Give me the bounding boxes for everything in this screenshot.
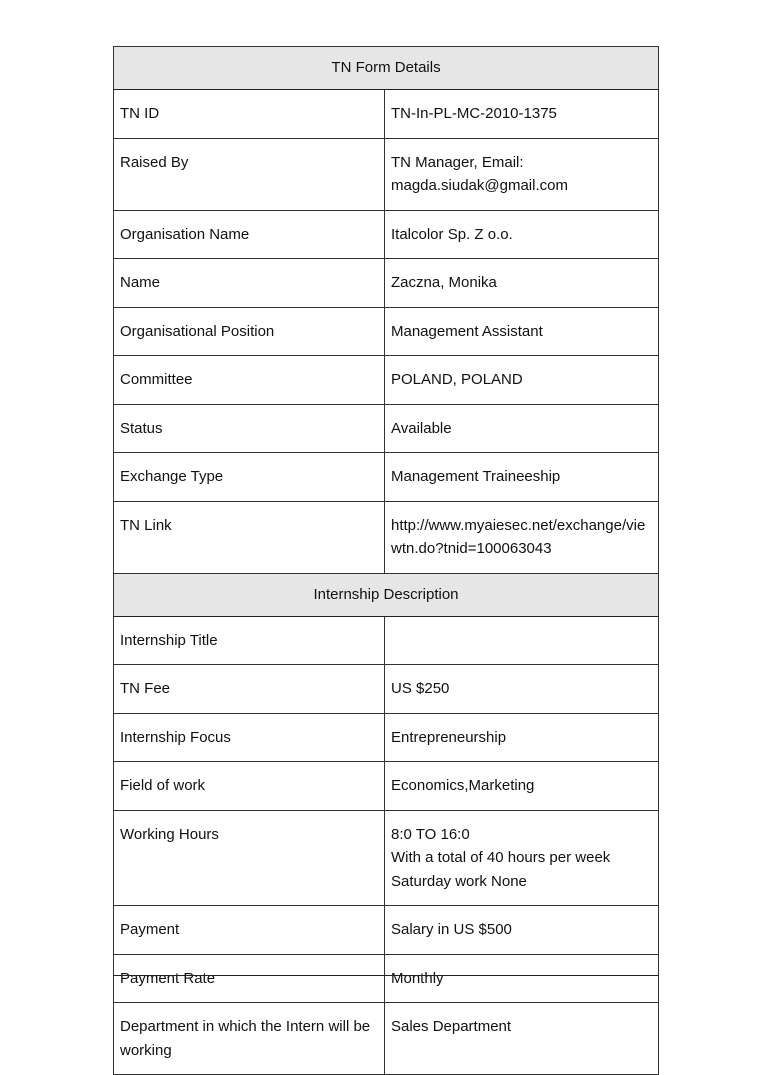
field-value bbox=[385, 356, 659, 405]
field-label: Working Hours bbox=[114, 810, 385, 906]
table-row bbox=[114, 713, 659, 762]
field-label: Internship Focus bbox=[114, 713, 385, 762]
field-value bbox=[385, 307, 659, 356]
section-title: TN Form Details bbox=[114, 47, 659, 90]
field-value bbox=[385, 713, 659, 762]
table-row bbox=[114, 404, 659, 453]
section-header-row bbox=[114, 573, 659, 616]
field-value-line: Management Assistant bbox=[391, 322, 543, 340]
table-row bbox=[114, 138, 659, 210]
field-value bbox=[385, 453, 659, 502]
field-value-line: US $250 bbox=[391, 680, 450, 697]
field-value bbox=[385, 762, 659, 811]
field-value bbox=[385, 665, 659, 714]
table-row bbox=[114, 259, 659, 308]
field-value-line: TN Manager, Email: bbox=[391, 153, 524, 171]
field-value bbox=[385, 1003, 659, 1075]
field-value-line: With a total of 40 hours per week bbox=[391, 849, 611, 866]
table-row bbox=[114, 665, 659, 714]
table-row bbox=[114, 90, 659, 139]
table-row bbox=[114, 453, 659, 502]
field-label: Exchange Type bbox=[114, 453, 385, 502]
field-label: Committee bbox=[114, 356, 385, 405]
field-value-line: http://www.myaiesec.net/exchange/vie bbox=[391, 516, 646, 534]
page-bottom-rule bbox=[113, 975, 658, 976]
field-value-line: 8:0 TO 16:0 bbox=[391, 825, 470, 843]
field-label: Payment Rate bbox=[114, 954, 385, 1003]
table-row bbox=[114, 501, 659, 573]
field-value bbox=[385, 906, 659, 955]
field-value bbox=[385, 501, 659, 573]
field-label: Department in which the Intern will be working bbox=[114, 1003, 385, 1075]
field-value bbox=[385, 810, 659, 906]
field-value-line: Sales Department bbox=[391, 1018, 512, 1035]
table-row bbox=[114, 307, 659, 356]
table-row bbox=[114, 810, 659, 906]
field-value-line: wtn.do?tnid=100063043 bbox=[391, 540, 552, 557]
field-value-line: Salary in US $500 bbox=[391, 921, 512, 938]
field-value bbox=[385, 259, 659, 308]
field-value-line: Saturday work None bbox=[391, 872, 527, 890]
field-value bbox=[385, 954, 659, 1003]
tn-form-table bbox=[113, 46, 659, 1075]
field-label: TN Fee bbox=[114, 665, 385, 714]
field-label: Organisational Position bbox=[114, 307, 385, 356]
field-value-line: Economics,Marketing bbox=[391, 777, 535, 794]
field-label: TN Link bbox=[114, 501, 385, 573]
section-header-row bbox=[114, 47, 659, 90]
table-row bbox=[114, 616, 659, 665]
field-value-line: Management Traineeship bbox=[391, 468, 561, 485]
field-value bbox=[385, 616, 659, 665]
field-value bbox=[385, 90, 659, 139]
table-row bbox=[114, 356, 659, 405]
field-label: TN ID bbox=[114, 90, 385, 139]
form-table-body bbox=[114, 47, 659, 1075]
field-value bbox=[385, 138, 659, 210]
table-row bbox=[114, 210, 659, 259]
table-row bbox=[114, 954, 659, 1003]
field-label: Name bbox=[114, 259, 385, 308]
field-label: Payment bbox=[114, 906, 385, 955]
field-label: Internship Title bbox=[114, 616, 385, 665]
field-value bbox=[385, 404, 659, 453]
table-row bbox=[114, 906, 659, 955]
field-value-line: Entrepreneurship bbox=[391, 728, 507, 746]
field-value bbox=[385, 210, 659, 259]
field-value-line: TN-In-PL-MC-2010-1375 bbox=[391, 105, 557, 122]
field-value-line: Monthly bbox=[391, 969, 444, 987]
field-value-line: magda.siudak@gmail.com bbox=[391, 177, 568, 194]
field-value-line: Available bbox=[391, 419, 452, 437]
section-title: Internship Description bbox=[114, 573, 659, 616]
table-row bbox=[114, 762, 659, 811]
field-label: Status bbox=[114, 404, 385, 453]
field-label: Organisation Name bbox=[114, 210, 385, 259]
field-label: Field of work bbox=[114, 762, 385, 811]
field-value-line: POLAND, POLAND bbox=[391, 371, 523, 388]
table-row bbox=[114, 1003, 659, 1075]
field-value-line: Zaczna, Monika bbox=[391, 274, 497, 291]
field-label: Raised By bbox=[114, 138, 385, 210]
field-value-line: Italcolor Sp. Z o.o. bbox=[391, 225, 513, 243]
